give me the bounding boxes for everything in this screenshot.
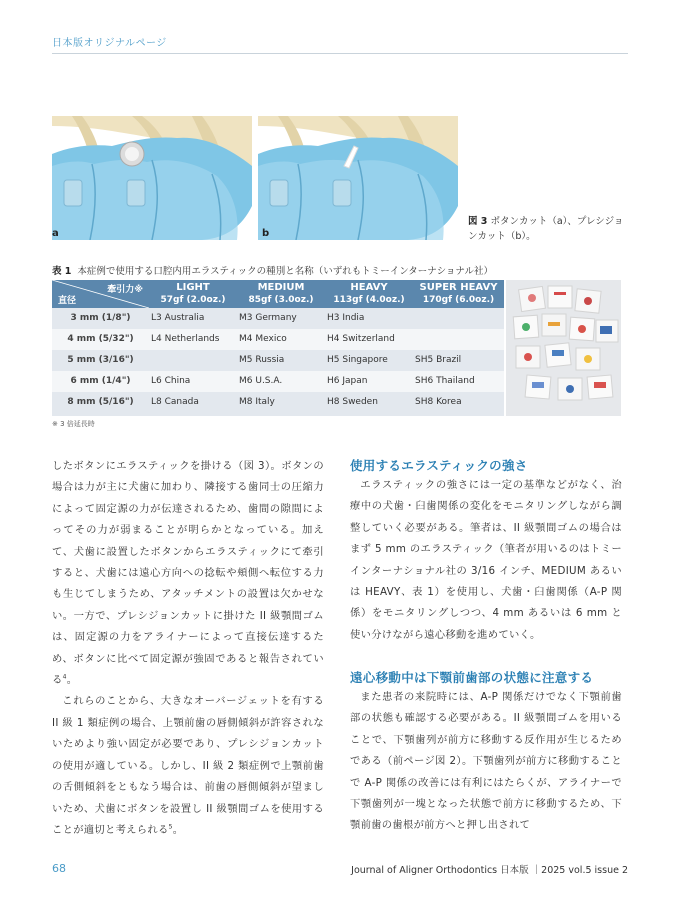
left-paragraph-2-text: これらのことから、大きなオーバージェットを有する II 級 1 類症例の場合、上顎前歯の唇側傾斜が許容されないためより強い固定が必要であり、プレシジョンカットの使用が適している。しかし、II 級 2 類症例で上顎前歯の舌側傾斜をともなう場合は、前歯の唇側傾斜が望ましいため、犬歯にボタンを設置し II 級顎間ゴムを使用することが適切と考えられる xyxy=(52,695,324,836)
cell-heavy: H8 Sweden xyxy=(327,397,378,407)
corner-diameter-label: 直径 xyxy=(58,296,77,306)
cell-light: L8 Canada xyxy=(151,397,199,407)
figure-3a-letter: a xyxy=(52,228,59,239)
reference-4: 4 xyxy=(62,673,67,681)
figure-3-caption xyxy=(468,214,628,244)
table-row xyxy=(52,371,504,392)
header-medium-weight: 85gf (3.0oz.) xyxy=(248,295,314,305)
left-column xyxy=(52,456,324,841)
table-row xyxy=(52,308,504,329)
header-heavy-weight: 113gf (4.0oz.) xyxy=(333,295,405,305)
table-header-row xyxy=(52,280,504,308)
header-medium-name: MEDIUM xyxy=(257,282,305,293)
table-header-corner xyxy=(52,280,149,308)
cell-heavy: H6 Japan xyxy=(327,376,368,386)
left-paragraph-1-text: したボタンにエラスティックを掛ける（図 3）。ボタンの場合は力が主に犬歯に加わり、隣接する歯同士の圧縮力によって固定源の力が伝達されるため、歯間の隙間によってその力が弱まることが明らかとなっている。加えて、犬歯に設置したボタンからエラスティックにて牽引すると、犬歯には遠心方向への捻転や頬側へ転位する力も生じてしまうため、アタッチメントの設置は欠かせない。一方で、プレシジョンカットに掛けた II 級顎間ゴムは、固定源の力をアライナーによって直接伝達するため、ボタンに比べて固定源が強固であると報告されている xyxy=(52,460,324,687)
reference-5: 5 xyxy=(168,823,173,831)
header-super-heavy xyxy=(413,282,504,308)
page-number: 68 xyxy=(52,862,66,875)
table-1-caption xyxy=(52,263,493,277)
cell-heavy: H3 India xyxy=(327,313,365,323)
left-paragraph-1-end: 。 xyxy=(66,674,78,687)
header-light xyxy=(149,282,237,308)
header-heavy-name: HEAVY xyxy=(350,282,388,293)
figure-3-caption-text: ボタンカット（a）、プレシジョンカット（b）。 xyxy=(468,216,624,242)
cell-light: L6 China xyxy=(151,376,191,386)
right-paragraph-2: また患者の来院時には、A-P 関係だけでなく下顎前歯部の状態も確認する必要がある。II 級顎間ゴムを用いることで、下顎歯列が前方に移動する反作用が生じるためである（前ページ図 2）。下顎歯列が前方に移動することで A-P 関係の改善には有利にはたらくが、アライナーで下顎歯列が一塊となった状態で前方に移動するため、下顎前歯の歯根が前方へと押し出されて xyxy=(350,691,622,832)
table-row xyxy=(52,350,504,371)
right-paragraph-1: エラスティックの強さには一定の基準などがなく、治療中の犬歯・臼歯関係の変化をモニタリングしながら調整していく必要がある。筆者は、II 級顎間ゴムの場合はまず 5 mm のエラスティック（筆者が用いるのはトミーインターナショナル社の 3/16 インチ、MEDIUM あるいは HEAVY、表 1）を使用し、犬歯・臼歯関係（A-P 関係）をモニタリングしつつ、4 mm あるいは 6 mm と使い分けながら遠心移動を進めていく。 xyxy=(350,479,622,641)
left-paragraph-2-end: 。 xyxy=(172,823,184,836)
right-column-part-1 xyxy=(350,475,622,646)
row-diameter: 3 mm (1/8") xyxy=(70,313,131,323)
table-row xyxy=(52,392,504,416)
header-heavy xyxy=(325,282,413,308)
elastic-packages-photo xyxy=(506,280,621,416)
header-super-heavy-name: SUPER HEAVY xyxy=(419,282,498,293)
table-1-footnote: ※ 3 倍延長時 xyxy=(52,420,95,428)
cell-light: L3 Australia xyxy=(151,313,205,323)
cell-medium: M8 Italy xyxy=(239,397,275,407)
row-diameter: 6 mm (1/4") xyxy=(70,376,131,386)
header-medium xyxy=(237,282,325,308)
header-light-name: LIGHT xyxy=(176,282,210,293)
figure-3b-illustration xyxy=(258,116,458,240)
table-row xyxy=(52,329,504,350)
header-rule xyxy=(52,53,628,54)
cell-super-heavy: SH8 Korea xyxy=(415,397,462,407)
corner-force-label: 牽引力※ xyxy=(107,285,143,295)
right-column-part-2 xyxy=(350,687,622,837)
cell-super-heavy: SH6 Thailand xyxy=(415,376,475,386)
figure-3b-letter: b xyxy=(262,228,270,239)
cell-medium: M4 Mexico xyxy=(239,334,287,344)
cell-super-heavy: SH5 Brazil xyxy=(415,355,462,365)
cell-medium: M3 Germany xyxy=(239,313,297,323)
journal-footer: Journal of Aligner Orthodontics 日本版 ｜2025 vol.5 issue 2 xyxy=(351,865,628,876)
left-paragraph-2 xyxy=(52,691,324,841)
row-diameter: 5 mm (3/16") xyxy=(67,355,134,365)
cell-heavy: H4 Switzerland xyxy=(327,334,395,344)
cell-medium: M6 U.S.A. xyxy=(239,376,283,386)
figure-3a-illustration xyxy=(52,116,252,240)
figure-3-caption-number: 図 3 xyxy=(468,216,488,227)
cell-heavy: H5 Singapore xyxy=(327,355,388,365)
elastics-table xyxy=(52,280,504,416)
table-1-caption-text: 本症例で使用する口腔内用エラスティックの種別と名称（いずれもトミーインターナショナル社） xyxy=(77,266,493,277)
table-1-caption-number: 表 1 xyxy=(52,266,72,277)
row-diameter: 8 mm (5/16") xyxy=(67,397,134,407)
header-light-weight: 57gf (2.0oz.) xyxy=(160,295,226,305)
cell-medium: M5 Russia xyxy=(239,355,285,365)
section-heading-lower-anterior: 遠心移動中は下顎前歯部の状態に注意する xyxy=(350,670,594,685)
row-diameter: 4 mm (5/32") xyxy=(67,334,134,344)
section-heading-elastic-strength: 使用するエラスティックの強さ xyxy=(350,458,528,473)
cell-light: L4 Netherlands xyxy=(151,334,220,344)
header-super-heavy-weight: 170gf (6.0oz.) xyxy=(422,295,495,305)
left-paragraph-1 xyxy=(52,456,324,691)
header-label: 日本版オリジナルページ xyxy=(52,38,167,49)
